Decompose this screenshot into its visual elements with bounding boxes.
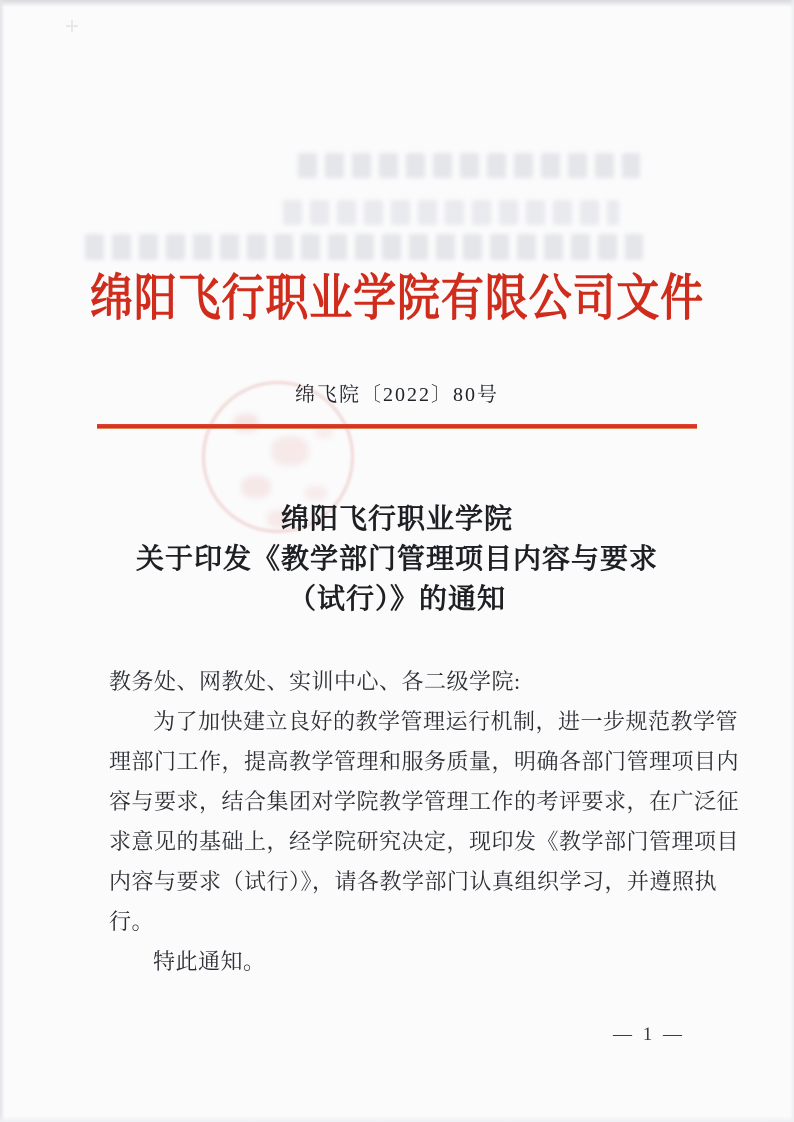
red-divider-line <box>97 424 697 429</box>
scan-edge-bottom <box>0 1116 794 1122</box>
page-number: — 1 — <box>613 1024 685 1045</box>
notice-title <box>0 500 794 620</box>
body-line: 求意见的基础上，经学院研究决定，现印发《教学部门管理项目 <box>109 829 740 854</box>
notice-body <box>109 662 740 982</box>
notice-title-line: （试行）》的通知 <box>287 584 506 615</box>
org-document-title: 绵阳飞行职业学院有限公司文件 <box>89 270 705 326</box>
body-line: 为了加快建立良好的教学管理运行机制，进一步规范教学管 <box>153 709 739 734</box>
bleedthrough-text-row <box>298 153 640 178</box>
notice-title-line: 关于印发《教学部门管理项目内容与要求 <box>135 544 658 575</box>
notice-title-line: 绵阳飞行职业学院 <box>280 504 513 535</box>
body-line: 理部门工作，提高教学管理和服务质量，明确各部门管理项目内 <box>109 749 740 774</box>
registration-cross-mark <box>66 20 78 32</box>
body-line: 容与要求，结合集团对学院教学管理工作的考评要求，在广泛征 <box>109 789 740 814</box>
salutation-line: 教务处、网教处、实训中心、各二级学院: <box>109 669 521 694</box>
bleedthrough-text-row <box>85 234 643 260</box>
bleedthrough-text-row <box>283 200 619 225</box>
body-line: 内容与要求（试行）》，请各教学部门认真组织学习，并遵照执 <box>109 869 718 894</box>
body-line: 行。 <box>109 909 155 934</box>
scan-edge-top <box>0 0 794 7</box>
closing-line: 特此通知。 <box>153 949 266 974</box>
document-number: 绵飞院〔2022〕80号 <box>295 384 499 406</box>
